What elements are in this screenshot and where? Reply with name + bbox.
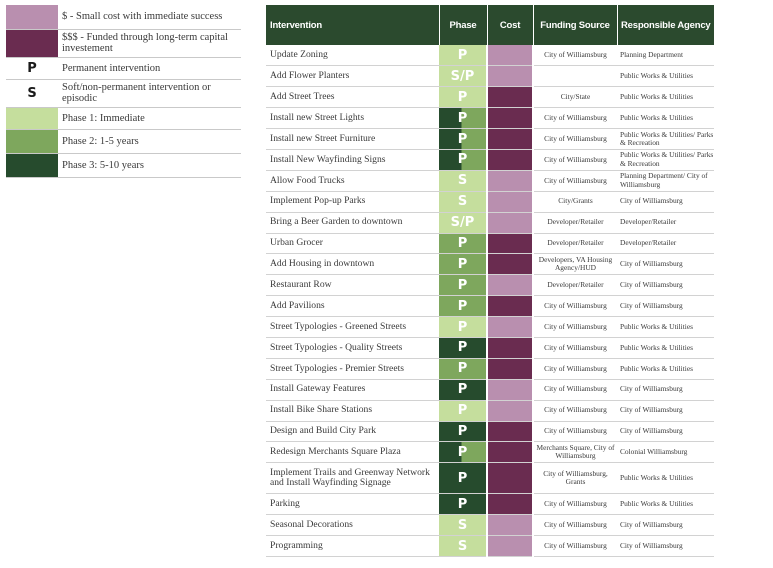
legend-row-phase1: [6, 107, 241, 129]
responsible-agency-cell: Public Works & Utilities: [617, 108, 714, 129]
intervention-cell: Bring a Beer Garden to downtown: [266, 212, 439, 233]
cost-cell: [487, 379, 533, 400]
cost-cell: [487, 108, 533, 129]
table-header-row: [266, 5, 714, 45]
phase-cell: P: [439, 296, 487, 317]
responsible-agency-cell: City of Williamsburg: [617, 515, 714, 536]
funding-source-cell: Developers, VA Housing Agency/HUD: [533, 254, 617, 275]
legend-row-permanent: [6, 57, 241, 79]
responsible-agency-cell: City of Williamsburg: [617, 296, 714, 317]
funding-source-cell: City of Williamsburg: [533, 317, 617, 338]
intervention-cell: Parking: [266, 494, 439, 515]
responsible-agency-cell: Planning Department: [617, 45, 714, 66]
legend-row-phase3: [6, 153, 241, 177]
phase-cell: P: [439, 337, 487, 358]
legend-text: Phase 3: 5-10 years: [58, 153, 241, 177]
table-row: [266, 337, 714, 358]
phase-cell: P: [439, 275, 487, 296]
cost-cell: [487, 442, 533, 463]
implementation-table: [266, 5, 714, 557]
table-row: [266, 494, 714, 515]
legend-symbol: P: [6, 57, 58, 79]
legend-symbol: S: [6, 79, 58, 107]
cost-cell: [487, 275, 533, 296]
cost-cell: [487, 400, 533, 421]
funding-source-cell: Developer/Retailer: [533, 233, 617, 254]
intervention-cell: Install Bike Share Stations: [266, 400, 439, 421]
responsible-agency-cell: Public Works & Utilities/ Parks & Recreation: [617, 149, 714, 170]
cost-cell: [487, 45, 533, 66]
intervention-cell: Install New Wayfinding Signs: [266, 149, 439, 170]
table-row: [266, 233, 714, 254]
phase-cell: P: [439, 87, 487, 108]
responsible-agency-cell: Developer/Retailer: [617, 212, 714, 233]
funding-source-cell: Developer/Retailer: [533, 275, 617, 296]
responsible-agency-cell: Planning Department/ City of Williamsburg: [617, 170, 714, 191]
table-row: [266, 463, 714, 494]
phase-cell: P: [439, 108, 487, 129]
phase-cell: P: [439, 400, 487, 421]
table-row: [266, 149, 714, 170]
cost-cell: [487, 149, 533, 170]
intervention-cell: Street Typologies - Quality Streets: [266, 337, 439, 358]
table-row: [266, 129, 714, 150]
funding-source-cell: City of Williamsburg: [533, 129, 617, 150]
responsible-agency-cell: City of Williamsburg: [617, 421, 714, 442]
phase-cell: S: [439, 536, 487, 557]
legend-row-high-cost: [6, 29, 241, 57]
legend-row-low-cost: [6, 5, 241, 29]
funding-source-cell: City of Williamsburg: [533, 45, 617, 66]
table-row: [266, 442, 714, 463]
table-row: [266, 275, 714, 296]
table-row: [266, 536, 714, 557]
header-funding-source: Funding Source: [533, 5, 617, 45]
table-row: [266, 296, 714, 317]
phase-cell: P: [439, 463, 487, 494]
cost-cell: [487, 337, 533, 358]
intervention-cell: Add Housing in downtown: [266, 254, 439, 275]
intervention-cell: Install Gateway Features: [266, 379, 439, 400]
funding-source-cell: Merchants Square, City of Williamsburg: [533, 442, 617, 463]
legend-swatch-phase1: [6, 107, 58, 129]
responsible-agency-cell: Public Works & Utilities: [617, 358, 714, 379]
responsible-agency-cell: Public Works & Utilities: [617, 87, 714, 108]
header-cost: Cost: [487, 5, 533, 45]
legend-swatch-phase3: [6, 153, 58, 177]
intervention-cell: Programming: [266, 536, 439, 557]
header-phase: Phase: [439, 5, 487, 45]
phase-cell: P: [439, 129, 487, 150]
funding-source-cell: City of Williamsburg: [533, 149, 617, 170]
table-row: [266, 87, 714, 108]
legend-text: $$$ - Funded through long-term capital investement: [58, 29, 241, 57]
responsible-agency-cell: Developer/Retailer: [617, 233, 714, 254]
funding-source-cell: City of Williamsburg, Grants: [533, 463, 617, 494]
responsible-agency-cell: Public Works & Utilities: [617, 66, 714, 87]
phase-cell: P: [439, 317, 487, 338]
table-row: [266, 379, 714, 400]
phase-cell: P: [439, 45, 487, 66]
phase-cell: S: [439, 170, 487, 191]
table-row: [266, 45, 714, 66]
table-row: [266, 358, 714, 379]
responsible-agency-cell: City of Williamsburg: [617, 254, 714, 275]
funding-source-cell: City/Grants: [533, 191, 617, 212]
phase-cell: S/P: [439, 66, 487, 87]
funding-source-cell: City of Williamsburg: [533, 170, 617, 191]
funding-source-cell: Developer/Retailer: [533, 212, 617, 233]
table-row: [266, 515, 714, 536]
funding-source-cell: City of Williamsburg: [533, 379, 617, 400]
table-row: [266, 66, 714, 87]
legend-text: Soft/non-permanent intervention or episodic: [58, 79, 241, 107]
phase-cell: P: [439, 494, 487, 515]
intervention-cell: Install new Street Furniture: [266, 129, 439, 150]
responsible-agency-cell: City of Williamsburg: [617, 379, 714, 400]
funding-source-cell: [533, 66, 617, 87]
table-row: [266, 108, 714, 129]
responsible-agency-cell: Public Works & Utilities: [617, 494, 714, 515]
phase-cell: S: [439, 515, 487, 536]
phase-cell: P: [439, 421, 487, 442]
funding-source-cell: City of Williamsburg: [533, 494, 617, 515]
responsible-agency-cell: Public Works & Utilities/ Parks & Recreation: [617, 129, 714, 150]
funding-source-cell: City of Williamsburg: [533, 108, 617, 129]
table-row: [266, 170, 714, 191]
funding-source-cell: City/State: [533, 87, 617, 108]
table-body: [266, 45, 714, 556]
intervention-cell: Add Pavilions: [266, 296, 439, 317]
cost-cell: [487, 515, 533, 536]
responsible-agency-cell: Public Works & Utilities: [617, 337, 714, 358]
legend-swatch-low-cost: [6, 5, 58, 29]
intervention-cell: Add Flower Planters: [266, 66, 439, 87]
responsible-agency-cell: City of Williamsburg: [617, 275, 714, 296]
cost-cell: [487, 212, 533, 233]
legend-text: Permanent intervention: [58, 57, 241, 79]
responsible-agency-cell: City of Williamsburg: [617, 191, 714, 212]
legend: [6, 5, 241, 178]
funding-source-cell: City of Williamsburg: [533, 337, 617, 358]
cost-cell: [487, 87, 533, 108]
intervention-cell: Add Street Trees: [266, 87, 439, 108]
intervention-cell: Restaurant Row: [266, 275, 439, 296]
header-intervention: Intervention: [266, 5, 439, 45]
funding-source-cell: City of Williamsburg: [533, 358, 617, 379]
intervention-cell: Implement Trails and Greenway Network and Install Wayfinding Signage: [266, 463, 439, 494]
cost-cell: [487, 191, 533, 212]
cost-cell: [487, 170, 533, 191]
cost-cell: [487, 233, 533, 254]
intervention-cell: Install new Street Lights: [266, 108, 439, 129]
legend-row-soft: [6, 79, 241, 107]
legend-text: $ - Small cost with immediate success: [58, 5, 241, 29]
table-row: [266, 400, 714, 421]
header-responsible-agency: Responsible Agency: [617, 5, 714, 45]
intervention-cell: Redesign Merchants Square Plaza: [266, 442, 439, 463]
responsible-agency-cell: City of Williamsburg: [617, 400, 714, 421]
legend-row-phase2: [6, 129, 241, 153]
funding-source-cell: City of Williamsburg: [533, 536, 617, 557]
responsible-agency-cell: Colonial Williamsburg: [617, 442, 714, 463]
cost-cell: [487, 66, 533, 87]
table-row: [266, 212, 714, 233]
funding-source-cell: City of Williamsburg: [533, 400, 617, 421]
intervention-cell: Seasonal Decorations: [266, 515, 439, 536]
table-row: [266, 317, 714, 338]
intervention-cell: Update Zoning: [266, 45, 439, 66]
phase-cell: P: [439, 233, 487, 254]
cost-cell: [487, 317, 533, 338]
legend-text: Phase 2: 1-5 years: [58, 129, 241, 153]
intervention-cell: Implement Pop-up Parks: [266, 191, 439, 212]
intervention-cell: Street Typologies - Premier Streets: [266, 358, 439, 379]
legend-text: Phase 1: Immediate: [58, 107, 241, 129]
cost-cell: [487, 536, 533, 557]
intervention-cell: Design and Build City Park: [266, 421, 439, 442]
phase-cell: P: [439, 254, 487, 275]
intervention-cell: Allow Food Trucks: [266, 170, 439, 191]
cost-cell: [487, 129, 533, 150]
phase-cell: P: [439, 149, 487, 170]
responsible-agency-cell: City of Williamsburg: [617, 536, 714, 557]
table-row: [266, 421, 714, 442]
funding-source-cell: City of Williamsburg: [533, 421, 617, 442]
legend-swatch-high-cost: [6, 29, 58, 57]
phase-cell: P: [439, 358, 487, 379]
phase-cell: S/P: [439, 212, 487, 233]
legend-swatch-phase2: [6, 129, 58, 153]
cost-cell: [487, 296, 533, 317]
phase-cell: S: [439, 191, 487, 212]
intervention-cell: Urban Grocer: [266, 233, 439, 254]
phase-cell: P: [439, 379, 487, 400]
cost-cell: [487, 421, 533, 442]
responsible-agency-cell: Public Works & Utilities: [617, 317, 714, 338]
responsible-agency-cell: Public Works & Utilities: [617, 463, 714, 494]
funding-source-cell: City of Williamsburg: [533, 515, 617, 536]
table-row: [266, 191, 714, 212]
cost-cell: [487, 494, 533, 515]
phase-cell: P: [439, 442, 487, 463]
funding-source-cell: City of Williamsburg: [533, 296, 617, 317]
cost-cell: [487, 254, 533, 275]
cost-cell: [487, 358, 533, 379]
intervention-cell: Street Typologies - Greened Streets: [266, 317, 439, 338]
table-row: [266, 254, 714, 275]
cost-cell: [487, 463, 533, 494]
